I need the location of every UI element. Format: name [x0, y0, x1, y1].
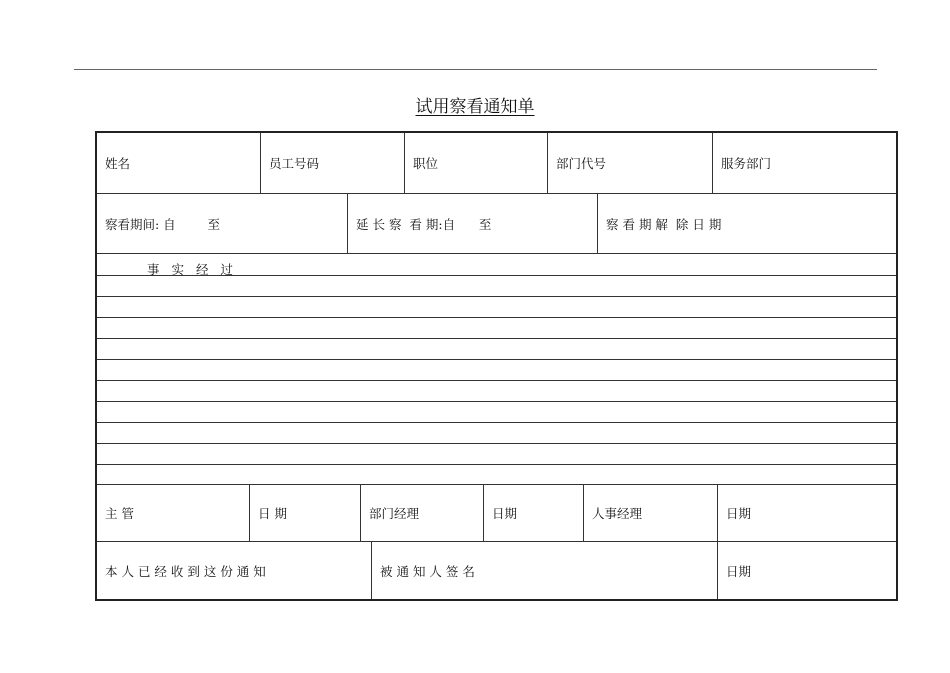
- name-field[interactable]: [97, 133, 260, 193]
- extended-period-field[interactable]: [347, 194, 597, 253]
- supervisor-date-field[interactable]: [249, 484, 360, 541]
- acknowledgement-row: [97, 542, 896, 599]
- release-date-field[interactable]: [597, 194, 896, 253]
- signoff-row: [97, 484, 896, 542]
- page-title: [0, 92, 950, 117]
- name-label: 姓名: [105, 156, 131, 171]
- facts-line: [97, 296, 896, 318]
- facts-line: [97, 338, 896, 360]
- facts-line: [97, 443, 896, 465]
- info-row: [97, 133, 896, 194]
- acknowledgement-label: 本 人 已 经 收 到 这 份 通 知: [105, 563, 266, 579]
- hr-manager-field[interactable]: [583, 484, 717, 541]
- page-title-text: 试用察看通知单: [415, 97, 535, 117]
- release-date-label: 察 看 期 解 除 日 期: [606, 216, 722, 232]
- facts-line: [97, 464, 896, 485]
- signature-field[interactable]: [371, 542, 717, 599]
- employee-id-field[interactable]: [260, 133, 404, 193]
- supervisor-label: 主 管: [105, 505, 134, 521]
- facts-line: [97, 359, 896, 381]
- facts-label: 事 实 经 过: [147, 262, 237, 277]
- extended-period-label: 延 长 察 看 期:自 至: [356, 216, 492, 232]
- hr-manager-label: 人事经理: [592, 505, 643, 521]
- period-row: [97, 194, 896, 254]
- employee-id-label: 员工号码: [269, 156, 320, 171]
- service-dept-label: 服务部门: [721, 156, 772, 171]
- probation-period-label: 察看期间: 自 至: [105, 216, 220, 232]
- acknowledgement-field[interactable]: [97, 542, 371, 599]
- top-divider-line: [74, 69, 877, 70]
- dept-manager-label: 部门经理: [369, 505, 420, 521]
- signature-label: 被 通 知 人 签 名: [380, 563, 475, 579]
- facts-line: [97, 275, 896, 297]
- dept-code-field[interactable]: [547, 133, 712, 193]
- facts-line: [97, 317, 896, 339]
- facts-line: [97, 401, 896, 423]
- supervisor-field[interactable]: [97, 484, 249, 541]
- dept-code-label: 部门代号: [556, 156, 607, 171]
- dept-manager-field[interactable]: [360, 484, 483, 541]
- dept-manager-date-field[interactable]: [483, 484, 583, 541]
- probation-notice-form: [95, 131, 898, 601]
- hr-manager-date-field[interactable]: [717, 484, 896, 541]
- dept-manager-date-label: 日期: [492, 505, 518, 521]
- position-label: 职位: [413, 156, 439, 171]
- probation-period-field[interactable]: [97, 194, 347, 253]
- acknowledgement-date-label: 日期: [726, 563, 752, 579]
- acknowledgement-date-field[interactable]: [717, 542, 896, 599]
- facts-line: [97, 422, 896, 444]
- position-field[interactable]: [404, 133, 547, 193]
- hr-manager-date-label: 日期: [726, 505, 752, 521]
- supervisor-date-label: 日 期: [258, 505, 287, 521]
- facts-line: [97, 254, 896, 276]
- facts-line: [97, 380, 896, 402]
- service-dept-field[interactable]: [712, 133, 896, 193]
